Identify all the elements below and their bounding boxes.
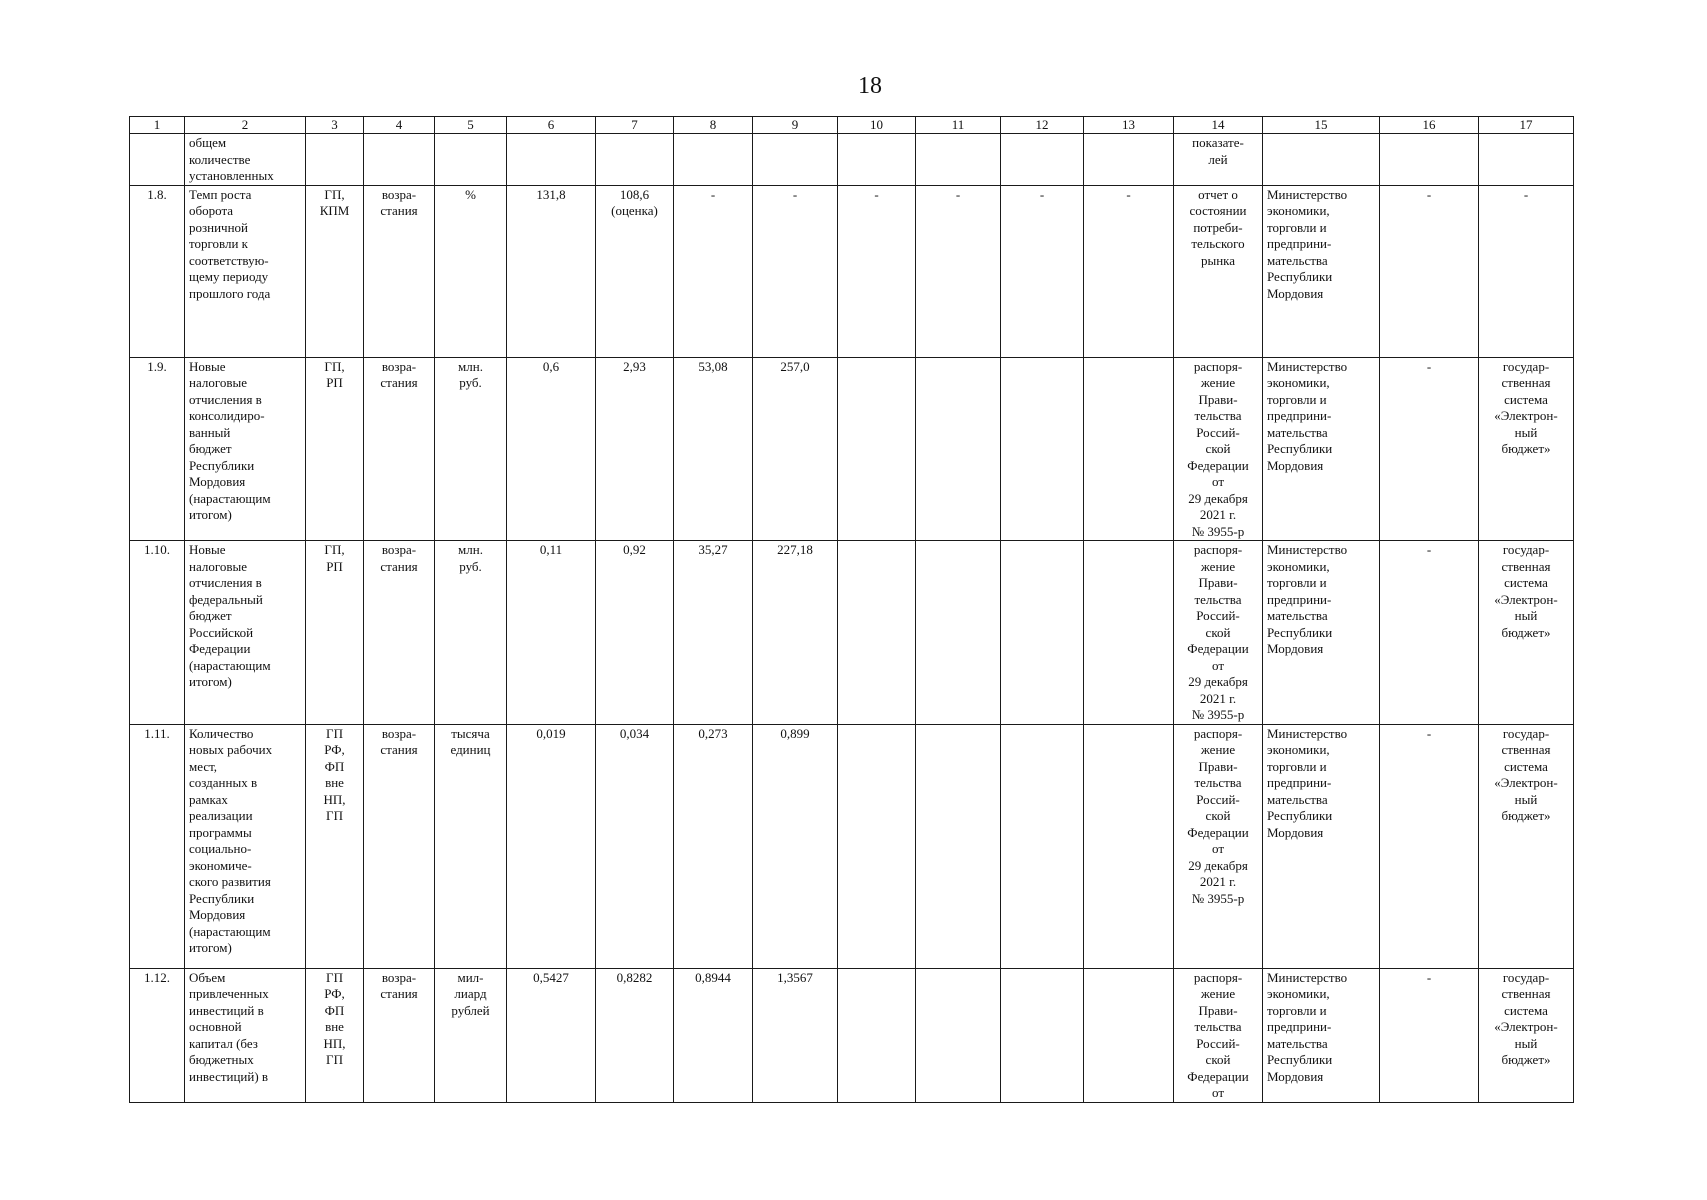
cell-trend: возра- стания <box>364 541 435 725</box>
cell-value <box>1001 357 1084 541</box>
indicators-table <box>129 116 1574 1103</box>
cell-col16: - <box>1380 357 1479 541</box>
cell <box>916 134 1001 186</box>
column-header: 2 <box>185 117 306 134</box>
table-row <box>130 185 1574 357</box>
column-header: 15 <box>1263 117 1380 134</box>
table-row <box>130 357 1574 541</box>
cell-unit: мил- лиард рублей <box>435 968 507 1102</box>
column-header: 14 <box>1174 117 1263 134</box>
cell-level: ГП РФ, ФП вне НП, ГП <box>306 724 364 968</box>
cell-value: 2,93 <box>596 357 674 541</box>
cell-unit: тысяча единиц <box>435 724 507 968</box>
cell-value: 108,6 (оценка) <box>596 185 674 357</box>
cell-col16: - <box>1380 541 1479 725</box>
cell-value: - <box>916 185 1001 357</box>
cell-value: 0,019 <box>507 724 596 968</box>
cell-trend: возра- стания <box>364 185 435 357</box>
cell-unit: млн. руб. <box>435 541 507 725</box>
cell-value <box>916 968 1001 1102</box>
column-header: 11 <box>916 117 1001 134</box>
cell-value: 0,11 <box>507 541 596 725</box>
cell <box>306 134 364 186</box>
cell-value: - <box>1084 185 1174 357</box>
cell-value: 35,27 <box>674 541 753 725</box>
cell-col16: - <box>1380 185 1479 357</box>
cell-value <box>838 541 916 725</box>
cell <box>674 134 753 186</box>
cell-value: 0,273 <box>674 724 753 968</box>
table-row <box>130 968 1574 1102</box>
cell-trend: возра- стания <box>364 357 435 541</box>
cell-source-document: распоря- жение Прави- тельства Россий- ской Федерации от 29 декабря 2021 г. № 3955-р <box>1174 357 1263 541</box>
column-header: 10 <box>838 117 916 134</box>
cell <box>1263 134 1380 186</box>
cell <box>596 134 674 186</box>
cell-col17: государ- ственная система «Электрон- ный бюджет» <box>1479 357 1574 541</box>
cell-value <box>1084 541 1174 725</box>
cell-value: - <box>674 185 753 357</box>
column-header: 16 <box>1380 117 1479 134</box>
cell-indicator-name: Объем привлеченных инвестиций в основной капитал (без бюджетных инвестиций) в <box>185 968 306 1102</box>
cell-col17: - <box>1479 185 1574 357</box>
cell-value <box>916 724 1001 968</box>
cell-trend: возра- стания <box>364 968 435 1102</box>
column-header: 7 <box>596 117 674 134</box>
cell-value: - <box>753 185 838 357</box>
column-header: 12 <box>1001 117 1084 134</box>
cell <box>753 134 838 186</box>
cell-level: ГП, РП <box>306 357 364 541</box>
cell-level: ГП РФ, ФП вне НП, ГП <box>306 968 364 1102</box>
cell-unit: млн. руб. <box>435 357 507 541</box>
table-row <box>130 724 1574 968</box>
column-header: 1 <box>130 117 185 134</box>
column-header: 9 <box>753 117 838 134</box>
cell-value: 0,5427 <box>507 968 596 1102</box>
column-header: 3 <box>306 117 364 134</box>
cell-responsible: Министерство экономики, торговли и предприни- мательства Республики Мордовия <box>1263 357 1380 541</box>
cell-indicator-name: Количество новых рабочих мест, созданных в рамках реализации программы социально- экономиче- ского развития Республики Мордовия (нарастающим итогом) <box>185 724 306 968</box>
cell-responsible: Министерство экономики, торговли и предприни- мательства Республики Мордовия <box>1263 185 1380 357</box>
cell <box>838 134 916 186</box>
cell-value <box>1001 968 1084 1102</box>
cell-value: 0,92 <box>596 541 674 725</box>
cell <box>507 134 596 186</box>
cell-value: 0,8944 <box>674 968 753 1102</box>
cell-source-document: распоря- жение Прави- тельства Россий- ской Федерации от <box>1174 968 1263 1102</box>
cell <box>364 134 435 186</box>
cell-col16: - <box>1380 968 1479 1102</box>
cell-value: 0,6 <box>507 357 596 541</box>
cell-value <box>916 541 1001 725</box>
cell-unit: % <box>435 185 507 357</box>
cell-level: ГП, РП <box>306 541 364 725</box>
cell-id: 1.10. <box>130 541 185 725</box>
column-header: 6 <box>507 117 596 134</box>
cell-value: 227,18 <box>753 541 838 725</box>
cell-indicator-name: Темп роста оборота розничной торговли к соответствую- щему периоду прошлого года <box>185 185 306 357</box>
cell-id: 1.9. <box>130 357 185 541</box>
cell-value <box>916 357 1001 541</box>
page-number: 18 <box>858 73 882 99</box>
cell-indicator-name: Новые налоговые отчисления в федеральный бюджет Российской Федерации (нарастающим итогом) <box>185 541 306 725</box>
cell-value: 0,899 <box>753 724 838 968</box>
cell-id: 1.11. <box>130 724 185 968</box>
cell-id <box>130 134 185 186</box>
cell-indicator-name: Новые налоговые отчисления в консолидиро- ванный бюджет Республики Мордовия (нарастающим итогом) <box>185 357 306 541</box>
cell-value: - <box>838 185 916 357</box>
cell-value: 257,0 <box>753 357 838 541</box>
cell-id: 1.12. <box>130 968 185 1102</box>
cell-value <box>1001 724 1084 968</box>
cell-value <box>838 357 916 541</box>
cell-value: 1,3567 <box>753 968 838 1102</box>
cell-trend: возра- стания <box>364 724 435 968</box>
table-row <box>130 541 1574 725</box>
cell-value <box>1001 541 1084 725</box>
cell-value: - <box>1001 185 1084 357</box>
column-header: 8 <box>674 117 753 134</box>
cell <box>1084 134 1174 186</box>
table-row-continuation <box>130 134 1574 186</box>
column-header: 13 <box>1084 117 1174 134</box>
cell-source-document: показате- лей <box>1174 134 1263 186</box>
cell-value <box>1084 724 1174 968</box>
cell <box>1001 134 1084 186</box>
cell-col17: государ- ственная система «Электрон- ный бюджет» <box>1479 541 1574 725</box>
column-header: 4 <box>364 117 435 134</box>
cell-responsible: Министерство экономики, торговли и предприни- мательства Республики Мордовия <box>1263 724 1380 968</box>
cell-col16: - <box>1380 724 1479 968</box>
cell-value <box>1084 357 1174 541</box>
cell-col17: государ- ственная система «Электрон- ный бюджет» <box>1479 968 1574 1102</box>
cell-indicator-name: общем количестве установленных <box>185 134 306 186</box>
cell <box>435 134 507 186</box>
cell-value <box>838 968 916 1102</box>
cell-value <box>838 724 916 968</box>
cell-responsible: Министерство экономики, торговли и предприни- мательства Республики Мордовия <box>1263 968 1380 1102</box>
cell-level: ГП, КПМ <box>306 185 364 357</box>
column-header: 5 <box>435 117 507 134</box>
cell-value: 53,08 <box>674 357 753 541</box>
cell-value <box>1084 968 1174 1102</box>
cell-value: 0,034 <box>596 724 674 968</box>
column-number-row <box>130 117 1574 134</box>
cell-col17: государ- ственная система «Электрон- ный бюджет» <box>1479 724 1574 968</box>
cell <box>1380 134 1479 186</box>
column-header: 17 <box>1479 117 1574 134</box>
cell-value: 131,8 <box>507 185 596 357</box>
cell-source-document: распоря- жение Прави- тельства Россий- ской Федерации от 29 декабря 2021 г. № 3955-р <box>1174 541 1263 725</box>
cell-value: 0,8282 <box>596 968 674 1102</box>
cell-source-document: отчет о состоянии потреби- тельского рынка <box>1174 185 1263 357</box>
cell-responsible: Министерство экономики, торговли и предприни- мательства Республики Мордовия <box>1263 541 1380 725</box>
cell-id: 1.8. <box>130 185 185 357</box>
cell <box>1479 134 1574 186</box>
cell-source-document: распоря- жение Прави- тельства Россий- ской Федерации от 29 декабря 2021 г. № 3955-р <box>1174 724 1263 968</box>
